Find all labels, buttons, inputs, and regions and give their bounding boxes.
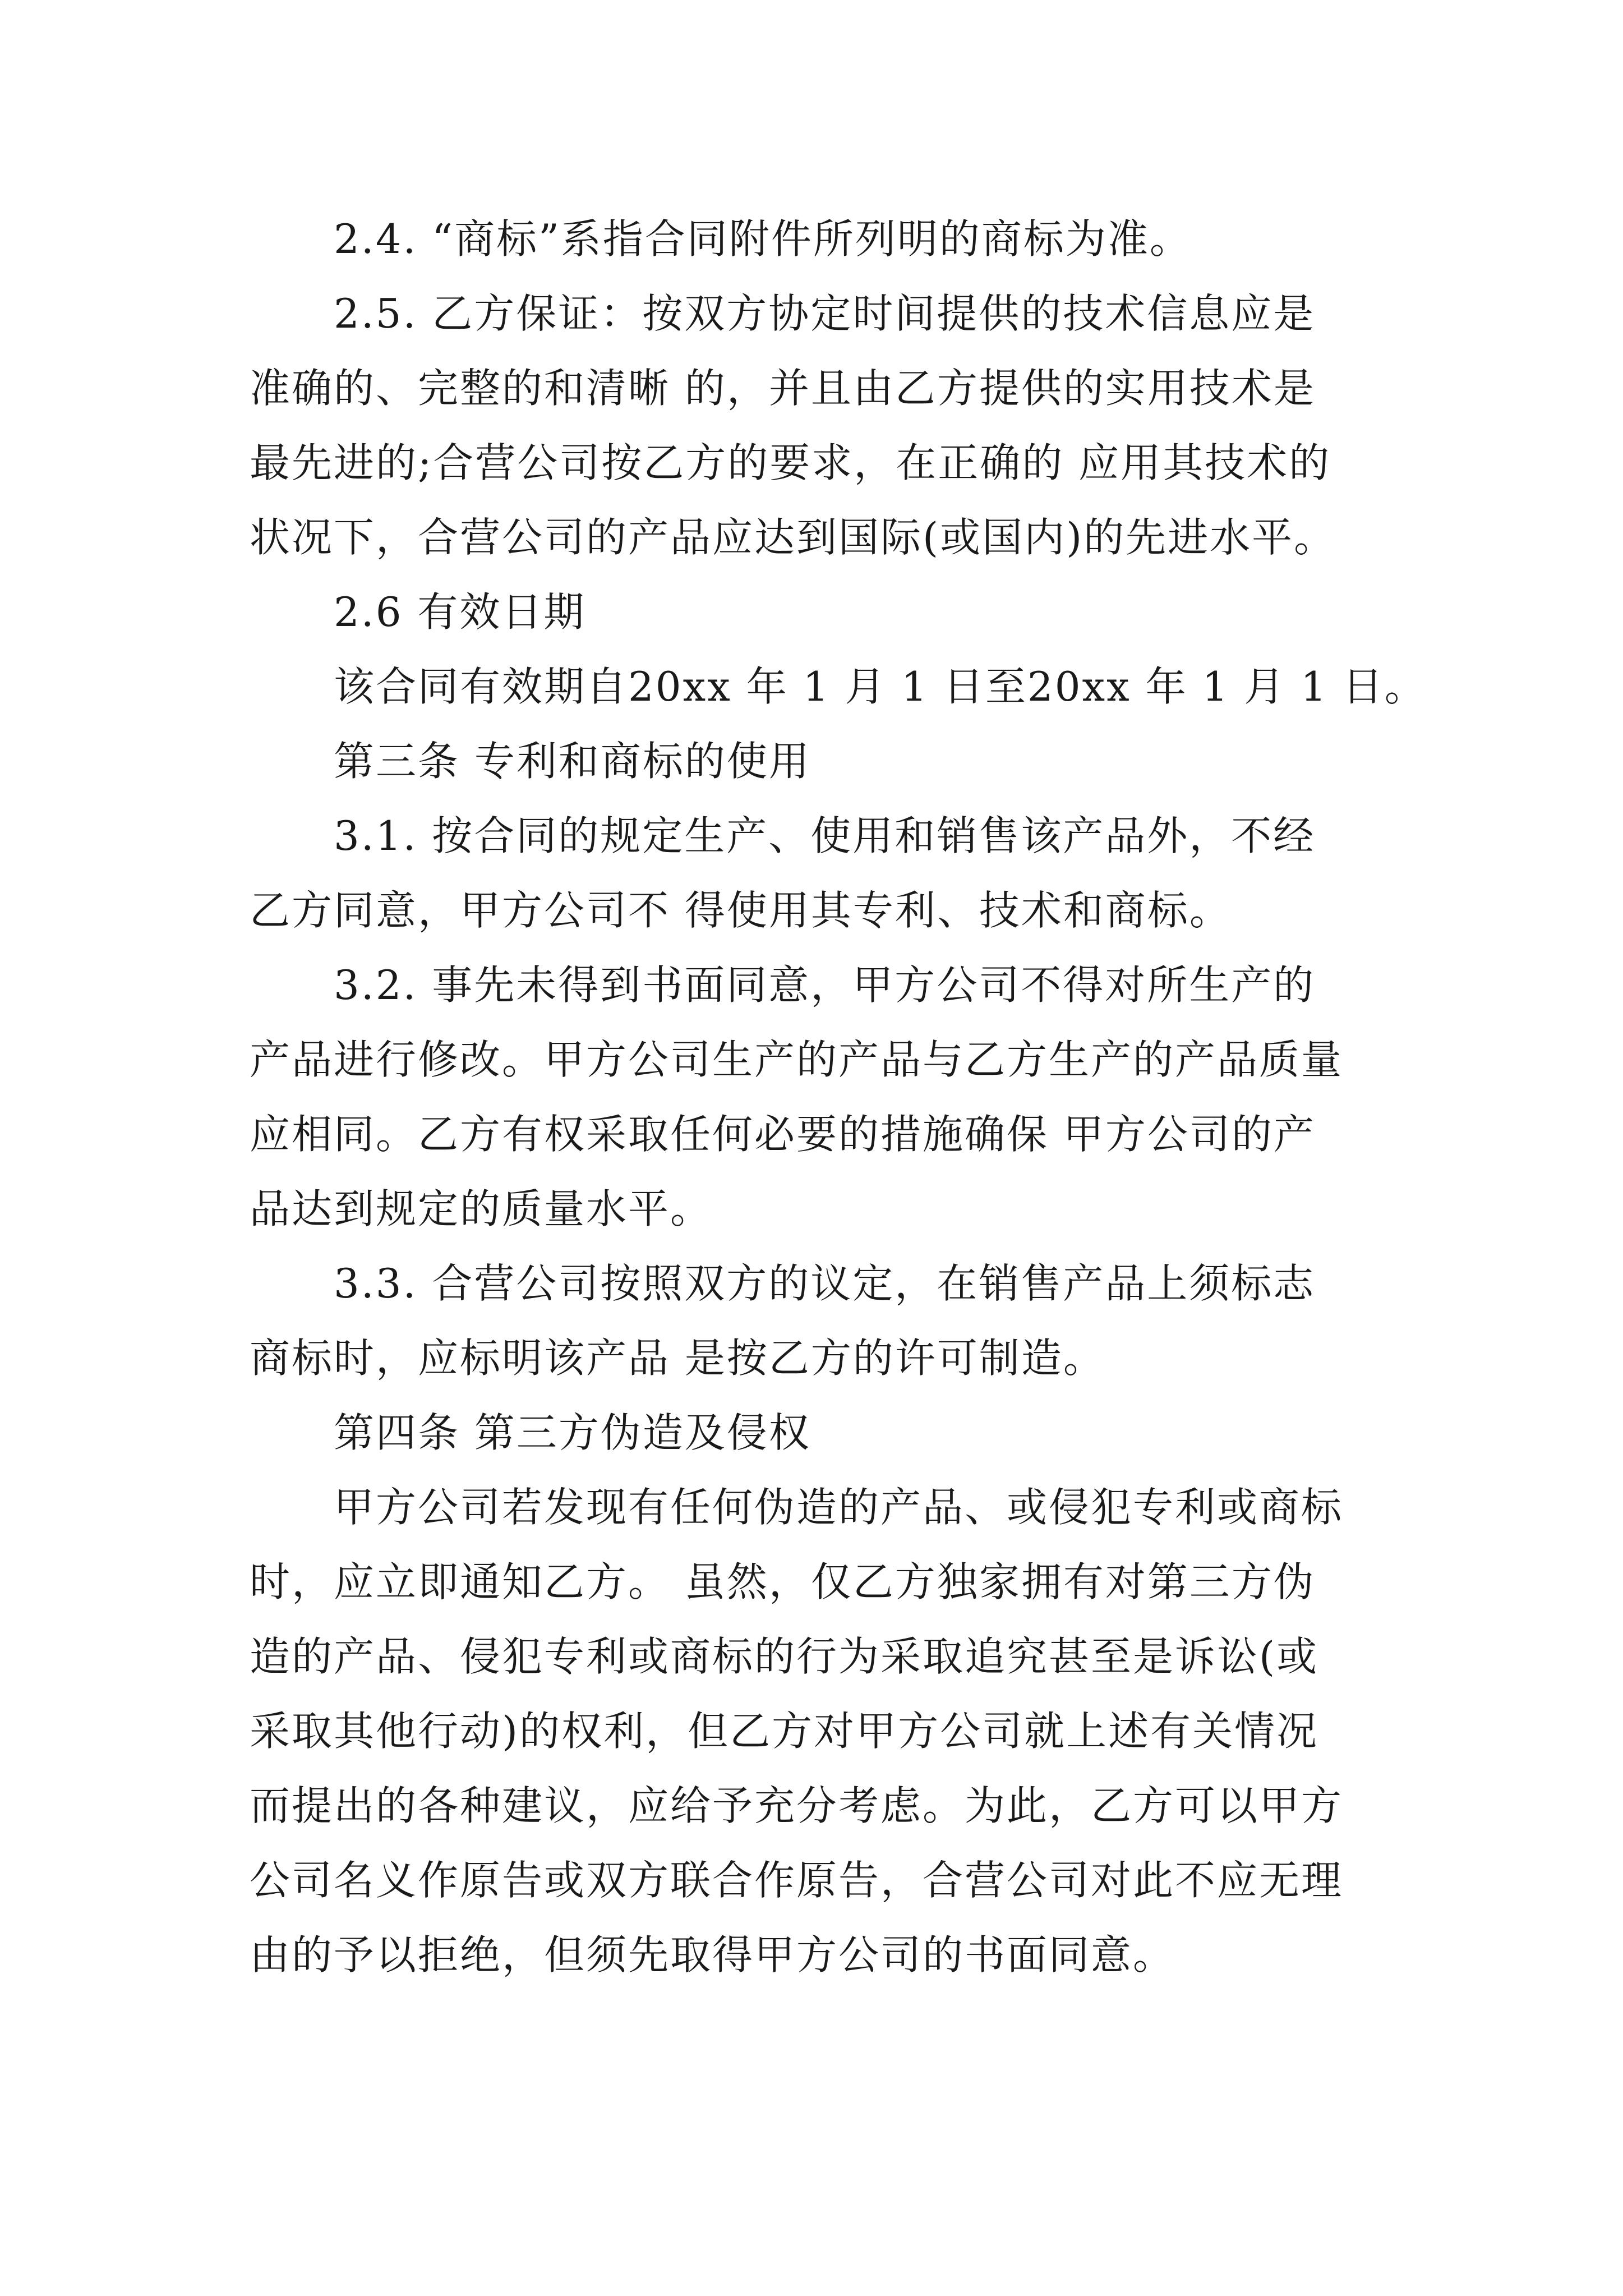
text-line: 采取其他行动)的权利，但乙方对甲方公司就上述有关情况 [250, 1708, 1319, 1755]
text-line: 该合同有效期自20xx 年 1 月 1 日至20xx 年 1 月 1 日。 [334, 663, 1427, 710]
text-line: 2.5. 乙方保证：按双方协定时间提供的技术信息应是 [334, 290, 1316, 337]
text-line: 产品进行修改。甲方公司生产的产品与乙方生产的产品质量 [250, 1036, 1344, 1083]
text-line: 品达到规定的质量水平。 [250, 1185, 713, 1232]
text-line: 由的予以拒绝，但须先取得甲方公司的书面同意。 [250, 1931, 1175, 1978]
text-line: 最先进的;合营公司按乙方的要求，在正确的 应用其技术的 [250, 439, 1331, 486]
text-line: 3.2. 事先未得到书面同意，甲方公司不得对所生产的 [334, 961, 1316, 1009]
text-line: 2.4. “商标”系指合同附件所列明的商标为准。 [334, 215, 1192, 263]
article-heading: 第四条 第三方伪造及侵权 [334, 1409, 811, 1456]
text-line: 3.1. 按合同的规定生产、使用和销售该产品外，不经 [334, 812, 1316, 859]
text-line: 3.3. 合营公司按照双方的议定，在销售产品上须标志 [334, 1260, 1316, 1307]
article-heading: 第三条 专利和商标的使用 [334, 738, 811, 785]
text-line: 而提出的各种建议，应给予充分考虑。为此，乙方可以甲方 [250, 1782, 1344, 1829]
text-line: 商标时，应标明该产品 是按乙方的许可制造。 [250, 1335, 1105, 1382]
text-line: 状况下，合营公司的产品应达到国际(或国内)的先进水平。 [250, 514, 1336, 561]
text-line: 造的产品、侵犯专利或商标的行为采取追究甚至是诉讼(或 [250, 1633, 1319, 1680]
document-body [250, 202, 1427, 1993]
text-line: 甲方公司若发现有任何伪造的产品、或侵犯专利或商标 [334, 1484, 1344, 1531]
text-line: 准确的、完整的和清晰 的，并且由乙方提供的实用技术是 [250, 365, 1316, 412]
section-heading: 2.6 有效日期 [334, 588, 586, 636]
text-line: 乙方同意，甲方公司不 得使用其专利、技术和商标。 [250, 887, 1232, 934]
text-line: 应相同。乙方有权采取任何必要的措施确保 甲方公司的产 [250, 1111, 1316, 1158]
text-line: 公司名义作原告或双方联合作原告，合营公司对此不应无理 [250, 1857, 1344, 1904]
text-line: 时，应立即通知乙方。 虽然，仅乙方独家拥有对第三方伪 [250, 1558, 1316, 1605]
